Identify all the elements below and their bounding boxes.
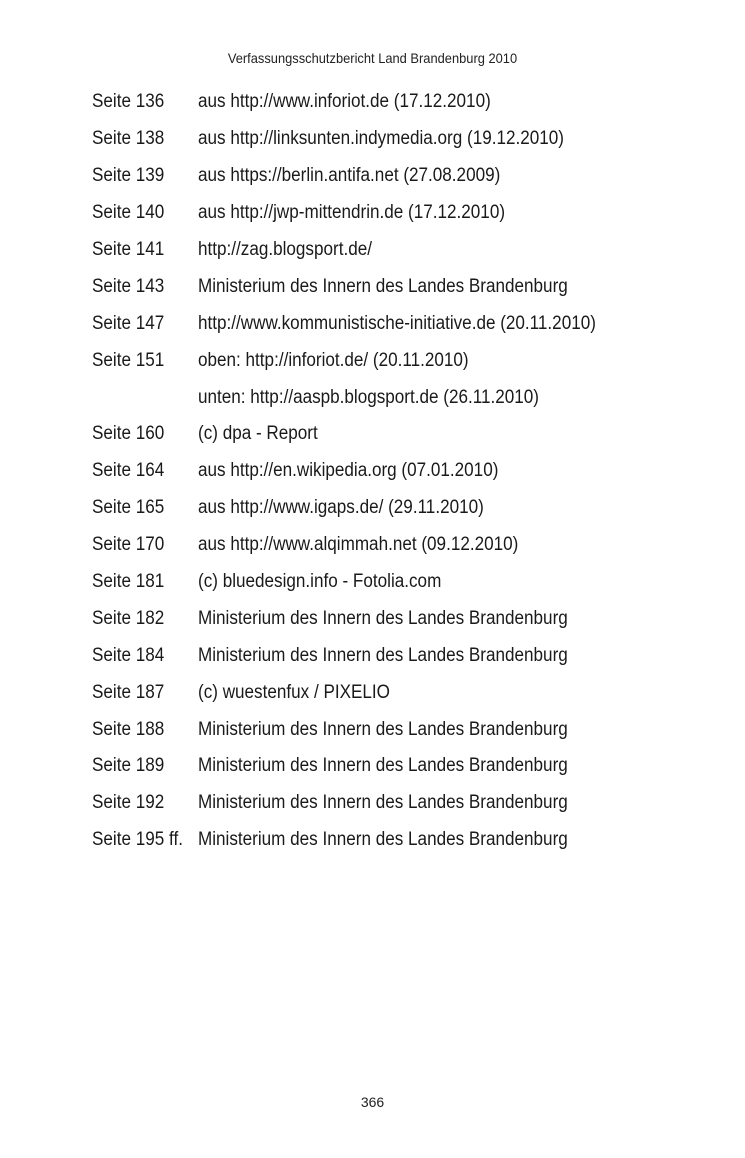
image-source: aus http://jwp-mittendrin.de (17.12.2010)	[198, 202, 506, 224]
credit-row	[92, 379, 712, 416]
image-source: Ministerium des Innern des Landes Brandenburg	[198, 792, 568, 814]
page-reference: Seite 136	[92, 91, 165, 113]
credit-row	[92, 564, 712, 601]
credit-row	[92, 305, 712, 342]
image-source: Ministerium des Innern des Landes Brandenburg	[198, 607, 568, 629]
credit-row	[92, 748, 712, 785]
page-reference: Seite 165	[92, 497, 165, 519]
image-source: aus http://en.wikipedia.org (07.01.2010)	[198, 460, 499, 482]
image-source: http://zag.blogsport.de/	[198, 239, 372, 260]
credit-row	[92, 490, 712, 527]
page-reference: Seite 192	[92, 792, 165, 814]
page-reference: Seite 187	[92, 681, 165, 703]
credit-row	[92, 711, 712, 748]
credit-row	[92, 674, 712, 711]
image-credits-list	[92, 84, 712, 859]
page-reference: Seite 184	[92, 644, 165, 666]
image-source: oben: http://inforiot.de/ (20.11.2010)	[198, 349, 469, 371]
credit-row	[92, 195, 712, 232]
page-reference: Seite 147	[92, 312, 165, 334]
image-source: (c) bluedesign.info - Fotolia.com	[198, 571, 442, 593]
page-reference: Seite 140	[92, 202, 165, 224]
image-source: unten: http://aaspb.blogsport.de (26.11.2010)	[198, 386, 539, 408]
page-reference: Seite 151	[92, 349, 165, 371]
credit-row	[92, 822, 712, 859]
page-reference: Seite 189	[92, 755, 165, 777]
page-reference: Seite 188	[92, 718, 165, 740]
credit-row	[92, 121, 712, 158]
image-source: Ministerium des Innern des Landes Brandenburg	[198, 755, 568, 777]
page-reference: Seite 195 ff.	[92, 829, 183, 851]
image-source: http://www.kommunistische-initiative.de (20.11.2010)	[198, 312, 596, 334]
page-reference: Seite 164	[92, 460, 165, 482]
credit-row	[92, 158, 712, 195]
page-reference: Seite 141	[92, 239, 165, 260]
page-reference: Seite 138	[92, 128, 165, 150]
image-source: (c) wuestenfux / PIXELIO	[198, 681, 390, 703]
page-reference: Seite 170	[92, 534, 165, 556]
credit-row	[92, 785, 712, 822]
credit-row	[92, 268, 712, 305]
credit-row	[92, 637, 712, 674]
page-reference: Seite 181	[92, 571, 165, 593]
credit-row	[92, 84, 712, 121]
credit-row	[92, 342, 712, 379]
credit-row	[92, 600, 712, 637]
credit-row	[92, 416, 712, 453]
image-source: Ministerium des Innern des Landes Brandenburg	[198, 718, 568, 740]
page-reference: Seite 143	[92, 275, 165, 297]
page-number: 366	[360, 1094, 385, 1110]
image-source: Ministerium des Innern des Landes Brandenburg	[198, 829, 568, 851]
image-source: aus http://www.inforiot.de (17.12.2010)	[198, 91, 491, 113]
image-source: (c) dpa - Report	[198, 423, 318, 445]
image-source: aus http://linksunten.indymedia.org (19.12.2010)	[198, 128, 564, 150]
credit-row	[92, 453, 712, 490]
image-source: aus https://berlin.antifa.net (27.08.2009)	[198, 165, 501, 187]
page-reference: Seite 160	[92, 423, 165, 445]
image-source: Ministerium des Innern des Landes Brandenburg	[198, 644, 568, 666]
image-source: aus http://www.igaps.de/ (29.11.2010)	[198, 497, 484, 519]
running-header: Verfassungsschutzbericht Land Brandenburg 2010	[227, 50, 518, 66]
page-reference: Seite 139	[92, 165, 165, 187]
credit-row	[92, 527, 712, 564]
image-source: aus http://www.alqimmah.net (09.12.2010)	[198, 534, 519, 556]
page-reference: Seite 182	[92, 607, 165, 629]
credit-row	[92, 232, 712, 269]
image-source: Ministerium des Innern des Landes Brandenburg	[198, 275, 568, 297]
